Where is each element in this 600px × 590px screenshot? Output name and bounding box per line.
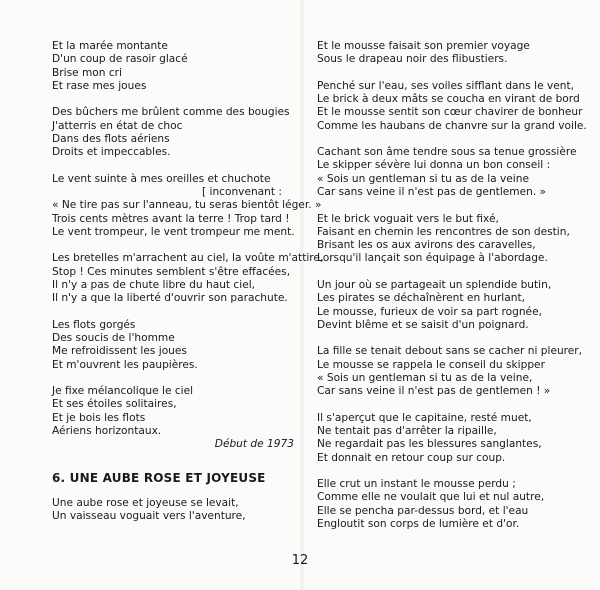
verse-line: Des soucis de l'homme — [52, 332, 175, 345]
verse-line: Et m'ouvrent les paupières. — [52, 358, 198, 371]
verse-line: Brisant les os aux avirons des caravelles, — [317, 239, 536, 252]
verse-line: Penché sur l'eau, ses voiles sifflant dans le vent, — [317, 79, 575, 92]
verse-line: « Sois un gentleman si tu as de la veine, — [317, 371, 533, 384]
verse-line: Le vent suinte à mes oreilles et chuchote — [52, 172, 271, 185]
stanza — [317, 146, 589, 199]
verse-line: Ne tentait pas d'arrêter la ripaille, — [317, 424, 497, 437]
verse-line: Devint blême et se saisit d'un poignard. — [317, 318, 529, 331]
stanza — [317, 478, 589, 531]
verse-line: Ne regardait pas les blessures sanglantes, — [317, 438, 542, 451]
verse-line: Il n'y a que la liberté d'ouvrir son parachute. — [52, 292, 288, 305]
verse-line: Stop ! Ces minutes semblent s'être effacées, — [52, 265, 291, 278]
verse-line: Et la marée montante — [52, 40, 168, 52]
verse-line: Cachant son âme tendre sous sa tenue grossière — [317, 146, 577, 159]
verse-line: Et le mousse sentit son cœur chavirer de bonheur — [317, 106, 583, 119]
verse-line: Engloutit son corps de lumière et d'or. — [317, 517, 520, 530]
verse-line: Le mousse, furieux de voir sa part rognée, — [317, 305, 542, 318]
verse-line: Car sans veine il n'est pas de gentlemen. » — [317, 186, 547, 199]
stanza — [317, 412, 589, 465]
verse-line: Le brick à deux mâts se coucha en virant de bord — [317, 93, 580, 106]
verse-line: Sous le drapeau noir des flibustiers. — [317, 53, 508, 66]
verse-line: D'un coup de rasoir glacé — [52, 53, 188, 66]
verse-line: Une aube rose et joyeuse se levait, — [52, 496, 239, 509]
verse-line: Et le mousse faisait son premier voyage — [317, 40, 530, 52]
verse-line: « Ne tire pas sur l'anneau, tu seras bientôt léger. » — [52, 199, 322, 212]
verse-line: Aériens horizontaux. — [52, 425, 162, 438]
verse-line: Un vaisseau voguait vers l'aventure, — [52, 510, 246, 523]
verse-line: Il n'y a pas de chute libre du haut ciel, — [52, 279, 256, 292]
right-column — [317, 40, 589, 544]
poem-heading: 6. UNE AUBE ROSE ET JOYEUSE — [52, 470, 266, 485]
verse-line: Un jour où se partageait un splendide butin, — [317, 278, 552, 291]
verse-line: Les flots gorgés — [52, 318, 136, 331]
stanza — [317, 345, 589, 398]
verse-line: Brise mon cri — [52, 66, 122, 79]
stanza — [52, 106, 302, 159]
verse-line: Et je bois les flots — [52, 411, 146, 424]
verse-line: Droits et impeccables. — [52, 146, 171, 159]
stanza — [52, 497, 302, 524]
verse-line: Et rase mes joues — [52, 79, 147, 92]
stanza — [52, 252, 324, 305]
verse-line: Il s'aperçut que le capitaine, resté muet, — [317, 411, 532, 424]
verse-line: Je fixe mélancolique le ciel — [52, 385, 194, 398]
verse-line: Les bretelles m'arrachent au ciel, la voûte m'attire, — [52, 252, 324, 265]
verse-line: « Sois un gentleman si tu as de la veine — [317, 172, 529, 185]
verse-line: J'atterris en état de choc — [52, 119, 183, 132]
verse-line: Et ses étoiles solitaires, — [52, 398, 177, 411]
verse-line: Dans des flots aériens — [52, 132, 170, 145]
verse-line: Le vent trompeur, le vent trompeur me ment. — [52, 225, 295, 238]
verse-line: Des bûchers me brûlent comme des bougies — [52, 106, 290, 119]
verse-line: Faisant en chemin les rencontres de son destin, — [317, 225, 570, 238]
verse-line: Et le brick voguait vers le but fixé, — [317, 212, 499, 225]
stanza — [317, 40, 589, 67]
verse-line: Comme les haubans de chanvre sur la grand voile. — [317, 119, 587, 132]
verse-line: Trois cents mètres avant la terre ! Trop tard ! — [52, 212, 290, 225]
date-signoff: Début de 1973 — [214, 438, 294, 451]
verse-line: Comme elle ne voulait que lui et nul autre, — [317, 491, 545, 504]
verse-line: La fille se tenait debout sans se cacher ni pleurer, — [317, 345, 583, 358]
verse-line-continuation: [ inconvenant : — [202, 186, 282, 199]
stanza — [52, 40, 302, 93]
stanza — [317, 213, 589, 266]
verse-line: Lorsqu'il lançait son équipage à l'abordage. — [317, 252, 548, 265]
stanza — [52, 319, 302, 372]
verse-line: Les pirates se déchaînèrent en hurlant, — [317, 292, 525, 305]
verse-line: Le mousse se rappela le conseil du skipper — [317, 358, 545, 371]
stanza — [52, 385, 302, 438]
left-column — [52, 40, 324, 537]
stanza — [52, 172, 322, 239]
verse-line: Me refroidissent les joues — [52, 345, 187, 358]
verse-line: Elle se pencha par-dessus bord, et l'eau — [317, 504, 529, 517]
verse-line: Et donnait en retour coup sur coup. — [317, 451, 506, 464]
stanza — [317, 80, 589, 133]
verse-line: Le skipper sévère lui donna un bon conseil : — [317, 159, 551, 172]
stanza — [317, 279, 589, 332]
page-number: 12 — [291, 553, 309, 568]
verse-line: Elle crut un instant le mousse perdu ; — [317, 478, 516, 491]
verse-line: Car sans veine il n'est pas de gentlemen ! » — [317, 385, 551, 398]
